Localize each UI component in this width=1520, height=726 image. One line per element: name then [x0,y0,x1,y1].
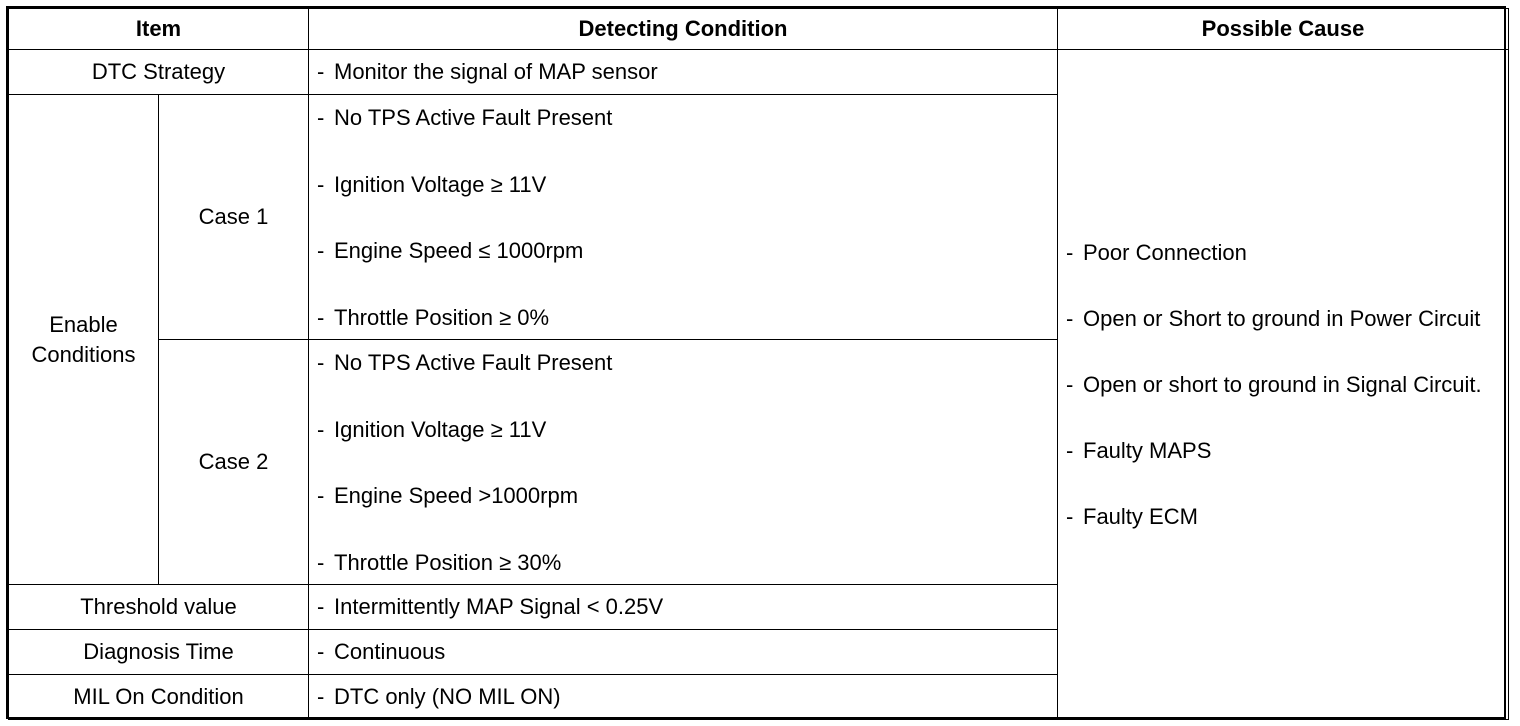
case2-label: Case 2 [159,340,309,585]
diagnosis-time-text: Continuous [334,639,446,664]
list-item: - Throttle Position ≥ 0% [317,304,550,330]
diagnostic-table-container [6,6,1506,719]
possible-cause-cell [1058,50,1509,720]
mil-on-condition-condition: - DTC only (NO MIL ON) [309,675,1058,720]
list-item: - Throttle Position ≥ 30% [317,549,562,575]
case1-label: Case 1 [159,95,309,340]
dtc-strategy-label: DTC Strategy [9,50,309,95]
threshold-value-label: Threshold value [9,585,309,630]
list-item: - Ignition Voltage ≥ 11V [317,171,547,197]
list-item: - Engine Speed ≤ 1000rpm [317,238,584,263]
row-dtc-strategy [9,50,1509,95]
header-row [9,9,1509,50]
case2-conditions [309,340,1058,585]
diagnosis-time-condition: - Continuous [309,630,1058,675]
mil-on-condition-label: MIL On Condition [9,675,309,720]
enable-conditions-label: Enable Conditions [9,95,159,585]
threshold-value-text: Intermittently MAP Signal < 0.25V [334,594,664,619]
case1-conditions [309,95,1058,340]
list-item: - No TPS Active Fault Present [317,105,613,130]
header-detecting-condition: Detecting Condition [309,9,1058,50]
list-item: - Ignition Voltage ≥ 11V [317,416,547,442]
list-item: - Engine Speed >1000rpm [317,483,579,508]
mil-on-condition-text: DTC only (NO MIL ON) [334,684,561,709]
cause-item: - Faulty MAPS [1066,437,1212,463]
dtc-strategy-condition: - Monitor the signal of MAP sensor [309,50,1058,95]
cause-item: - Open or Short to ground in Power Circuit [1066,305,1481,331]
list-item: - No TPS Active Fault Present [317,350,613,375]
dtc-strategy-text: Monitor the signal of MAP sensor [334,59,658,84]
cause-item: - Open or short to ground in Signal Circuit. [1066,371,1482,397]
dtc-table [8,8,1509,720]
diagnosis-time-label: Diagnosis Time [9,630,309,675]
cause-item: - Poor Connection [1066,239,1247,265]
cause-item: - Faulty ECM [1066,503,1198,529]
header-possible-cause: Possible Cause [1058,9,1509,50]
header-item: Item [9,9,309,50]
threshold-value-condition: - Intermittently MAP Signal < 0.25V [309,585,1058,630]
